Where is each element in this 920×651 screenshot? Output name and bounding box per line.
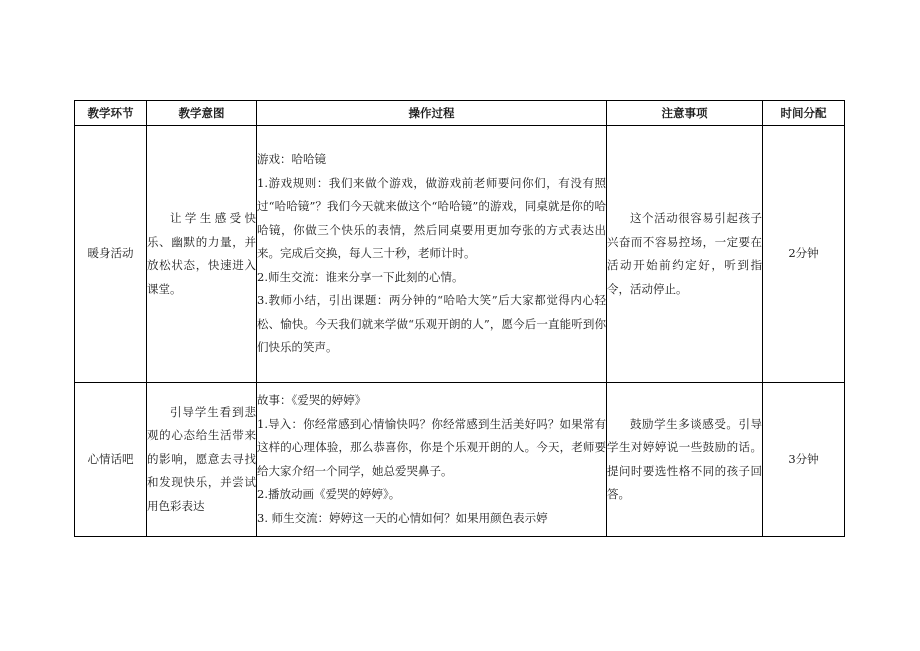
- process-line: 2.播放动画《爱哭的婷婷》。: [257, 487, 401, 501]
- lesson-plan-table: [74, 100, 845, 537]
- time-text: 3分钟: [788, 451, 819, 466]
- stage-cell: [75, 383, 147, 537]
- process-line: 故事：《爱哭的婷婷》: [257, 393, 367, 407]
- process-line: 1.游戏规则：我们来做个游戏，做游戏前老师要问你们，有没有照过“哈哈镜”？我们今天就来做这个“哈哈镜”的游戏，同桌就是你的哈哈镜，你做三个快乐的表情，然后同桌要用更加夸张的方式表达出来。完成后交换，每人三十秒，老师计时。: [257, 175, 606, 261]
- process-line: 3.教师小结，引出课题：两分钟的“哈哈大笑”后大家都觉得内心轻松、愉快。今天我们就来学做“乐观开朗的人”，愿今后一直能听到你们快乐的笑声。: [257, 293, 606, 355]
- process-line: 3. 师生交流：婷婷这一天的心情如何？如果用颜色表示婷: [257, 510, 548, 525]
- header-row: [75, 101, 845, 126]
- intent-text: 引导学生看到悲观的心态给生活带来的影响，愿意去寻找和发现快乐，并尝试用色彩表达: [147, 404, 256, 513]
- stage-text: 暖身活动: [87, 246, 134, 261]
- header-intent: 教学意图: [147, 101, 257, 126]
- table-header: [75, 101, 845, 126]
- stage-text: 心情话吧: [87, 451, 134, 466]
- process-cell: [257, 126, 607, 383]
- process-line: 2.师生交流：谁来分享一下此刻的心情。: [257, 269, 464, 284]
- intent-text: 让学生感受快乐、幽默的力量，并放松状态，快速进入课堂。: [147, 211, 256, 296]
- intent-cell: [147, 383, 257, 537]
- process-line: 1.导入：你经常感到心情愉快吗？你经常感到生活美好吗？如果常有这样的心理体验，那么恭喜你，你是个乐观开朗的人。今天，老师要给大家介绍一个同学，她总爱哭鼻子。: [257, 416, 606, 478]
- header-process: 操作过程: [257, 101, 607, 126]
- intent-cell: [147, 126, 257, 383]
- process-cell: [257, 383, 607, 537]
- table-row-warmup: [75, 126, 845, 383]
- header-notes: 注意事项: [607, 101, 763, 126]
- table-row-mood-bar: [75, 383, 845, 537]
- time-cell: [763, 126, 845, 383]
- notes-text: 鼓励学生多谈感受。引导学生对婷婷说一些鼓励的话。提问时要选性格不同的孩子回答。: [607, 416, 762, 501]
- notes-cell: [607, 383, 763, 537]
- notes-text: 这个活动很容易引起孩子兴奋而不容易控场，一定要在活动开始前约定好，听到指令，活动停止。: [607, 211, 762, 296]
- header-stage: 教学环节: [75, 101, 147, 126]
- process-line: 游戏：哈哈镜: [257, 152, 326, 167]
- notes-cell: [607, 126, 763, 383]
- time-text: 2分钟: [788, 246, 819, 261]
- stage-cell: [75, 126, 147, 383]
- time-cell: [763, 383, 845, 537]
- header-time: 时间分配: [763, 101, 845, 126]
